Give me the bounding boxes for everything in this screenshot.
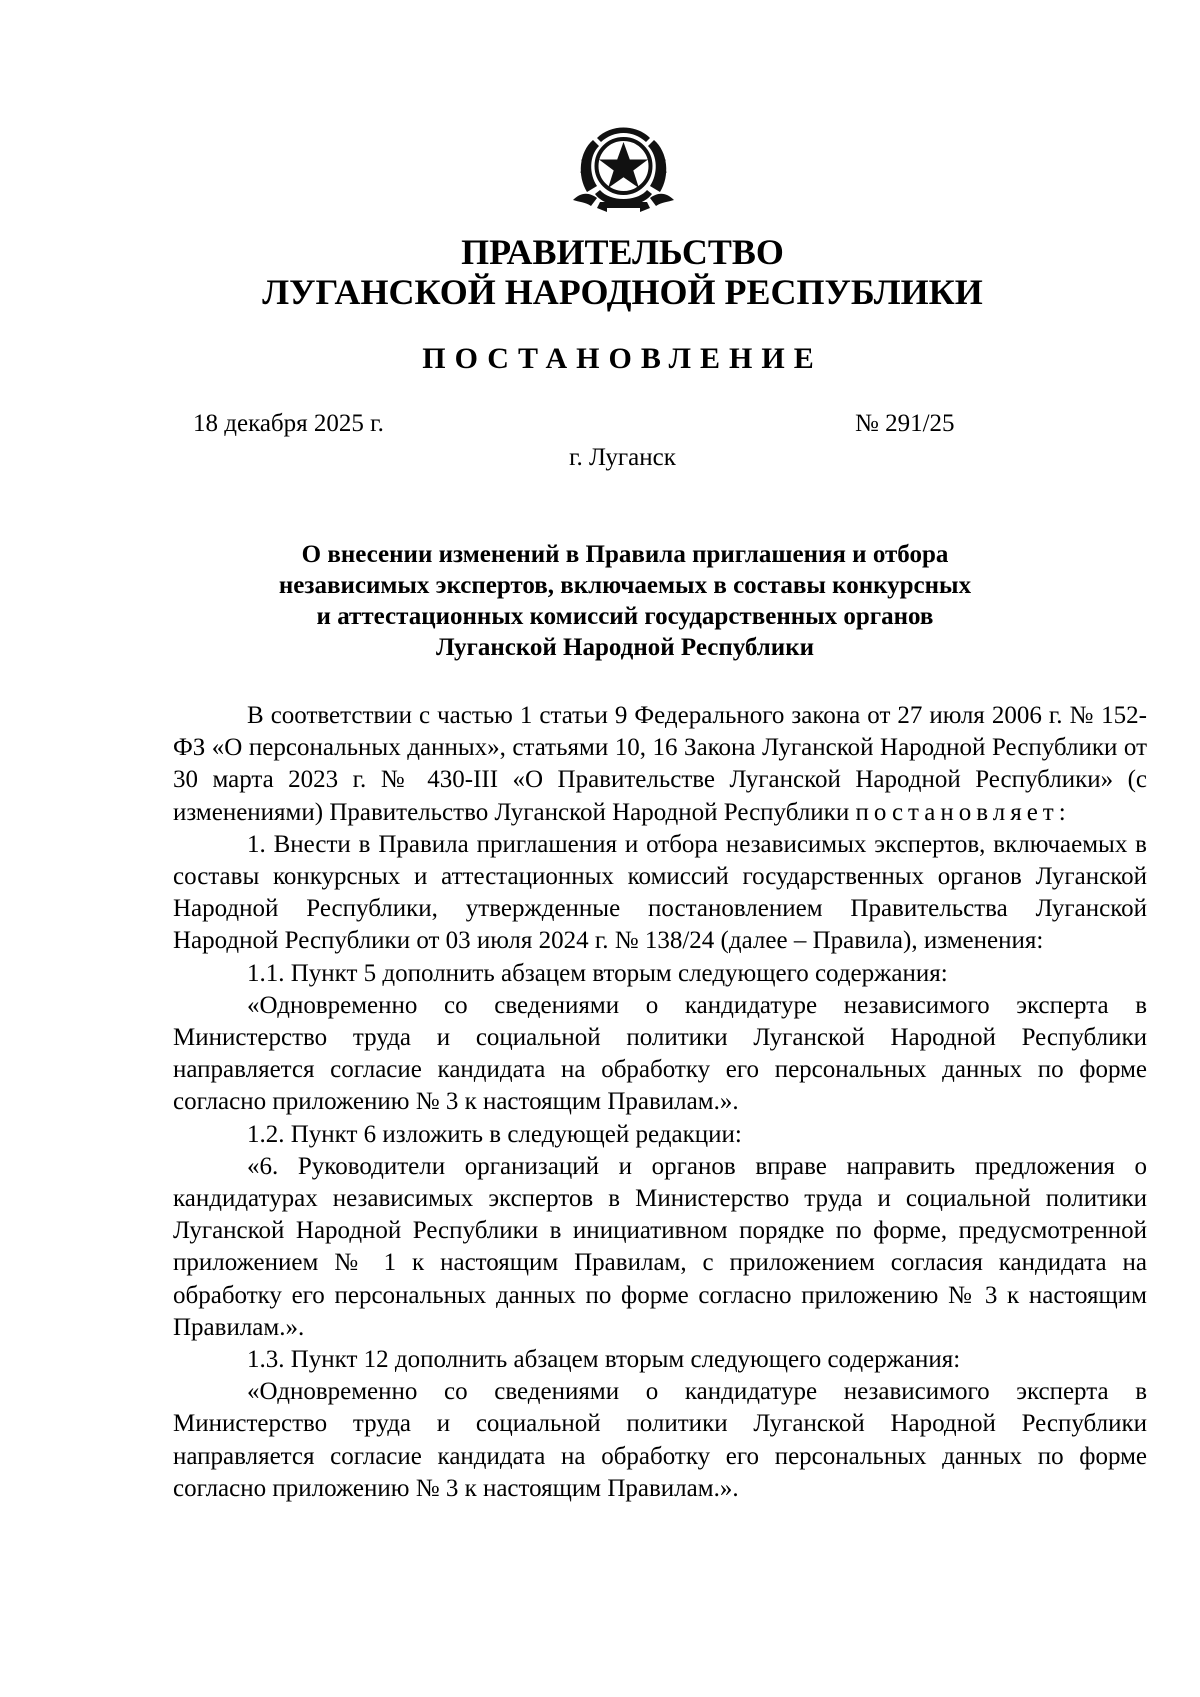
body-paragraph: 1. Внести в Правила приглашения и отбора независимых экспертов, включаемых в составы конкурсных и аттестационных комиссий государственных органов Луганской Народной Республики, утвержденные постановлением Правительства Луганской Народной Республики от 03 июля 2024 г. № 138/24 (далее – Правила), изменения: — [173, 830, 1147, 955]
body-paragraph: «Одновременно со сведениями о кандидатуре независимого эксперта в Министерство труда и социальной политики Луганской Народной Республики направляется согласие кандидата на обработку его персональных данных по форме согласно приложению № 3 к настоящим Правилам.». — [173, 1378, 1147, 1502]
body-paragraph: «6. Руководители организаций и органов вправе направить предложения о кандидатурах независимых экспертов в Министерство труда и социальной политики Луганской Народной Республики в инициативном порядке по форме, предусмотренной приложением № 1 к настоящим Правилам, с приложением согласия кандидата на обработку его персональных данных по форме согласно приложению № 3 к настоящим Правилам.». — [173, 1152, 1147, 1341]
document-number: № 291/25 — [855, 410, 955, 437]
preamble-paragraph — [173, 700, 1147, 829]
document-type: ПОСТАНОВЛЕНИЕ — [422, 342, 823, 375]
document-title — [175, 539, 1075, 663]
lpr-coat-of-arms-icon — [567, 120, 680, 217]
title-line: независимых экспертов, включаемых в составы конкурсных — [278, 572, 972, 599]
government-name-line2: ЛУГАНСКОЙ НАРОДНОЙ РЕСПУБЛИКИ — [262, 272, 983, 312]
title-line: Луганской Народной Республики — [435, 634, 815, 661]
document-place: г. Луганск — [569, 444, 676, 471]
body-paragraph: 1.3. Пункт 12 дополнить абзацем вторым следующего содержания: — [247, 1346, 961, 1374]
resolves-word: постановляет: — [855, 798, 1071, 826]
government-name-line1: ПРАВИТЕЛЬСТВО — [461, 232, 784, 272]
body-paragraph: 1.1. Пункт 5 дополнить абзацем вторым следующего содержания: — [247, 959, 948, 987]
document-body — [173, 700, 1147, 1505]
body-paragraph: «Одновременно со сведениями о кандидатуре независимого эксперта в Министерство труда и социальной политики Луганской Народной Республики направляется согласие кандидата на обработку его персональных данных по форме согласно приложению № 3 к настоящим Правилам.». — [173, 991, 1147, 1116]
title-line: и аттестационных комиссий государственных органов — [316, 603, 934, 630]
document-date: 18 декабря 2025 г. — [193, 410, 384, 437]
title-line: О внесении изменений в Правила приглашения и отбора — [301, 541, 949, 568]
preamble-text: В соответствии с частью 1 статьи 9 Федерального закона от 27 июля 2006 г. № 152-ФЗ «О персональных данных», статьями 10, 16 Закона Луганской Народной Республики от 30 марта 2023 г. № 430-III «О Правительстве Луганской Народной Республики» (с изменениями) Правительство Луганской Народной Республики — [173, 702, 1147, 826]
body-paragraph: 1.2. Пункт 6 изложить в следующей редакции: — [247, 1120, 742, 1148]
